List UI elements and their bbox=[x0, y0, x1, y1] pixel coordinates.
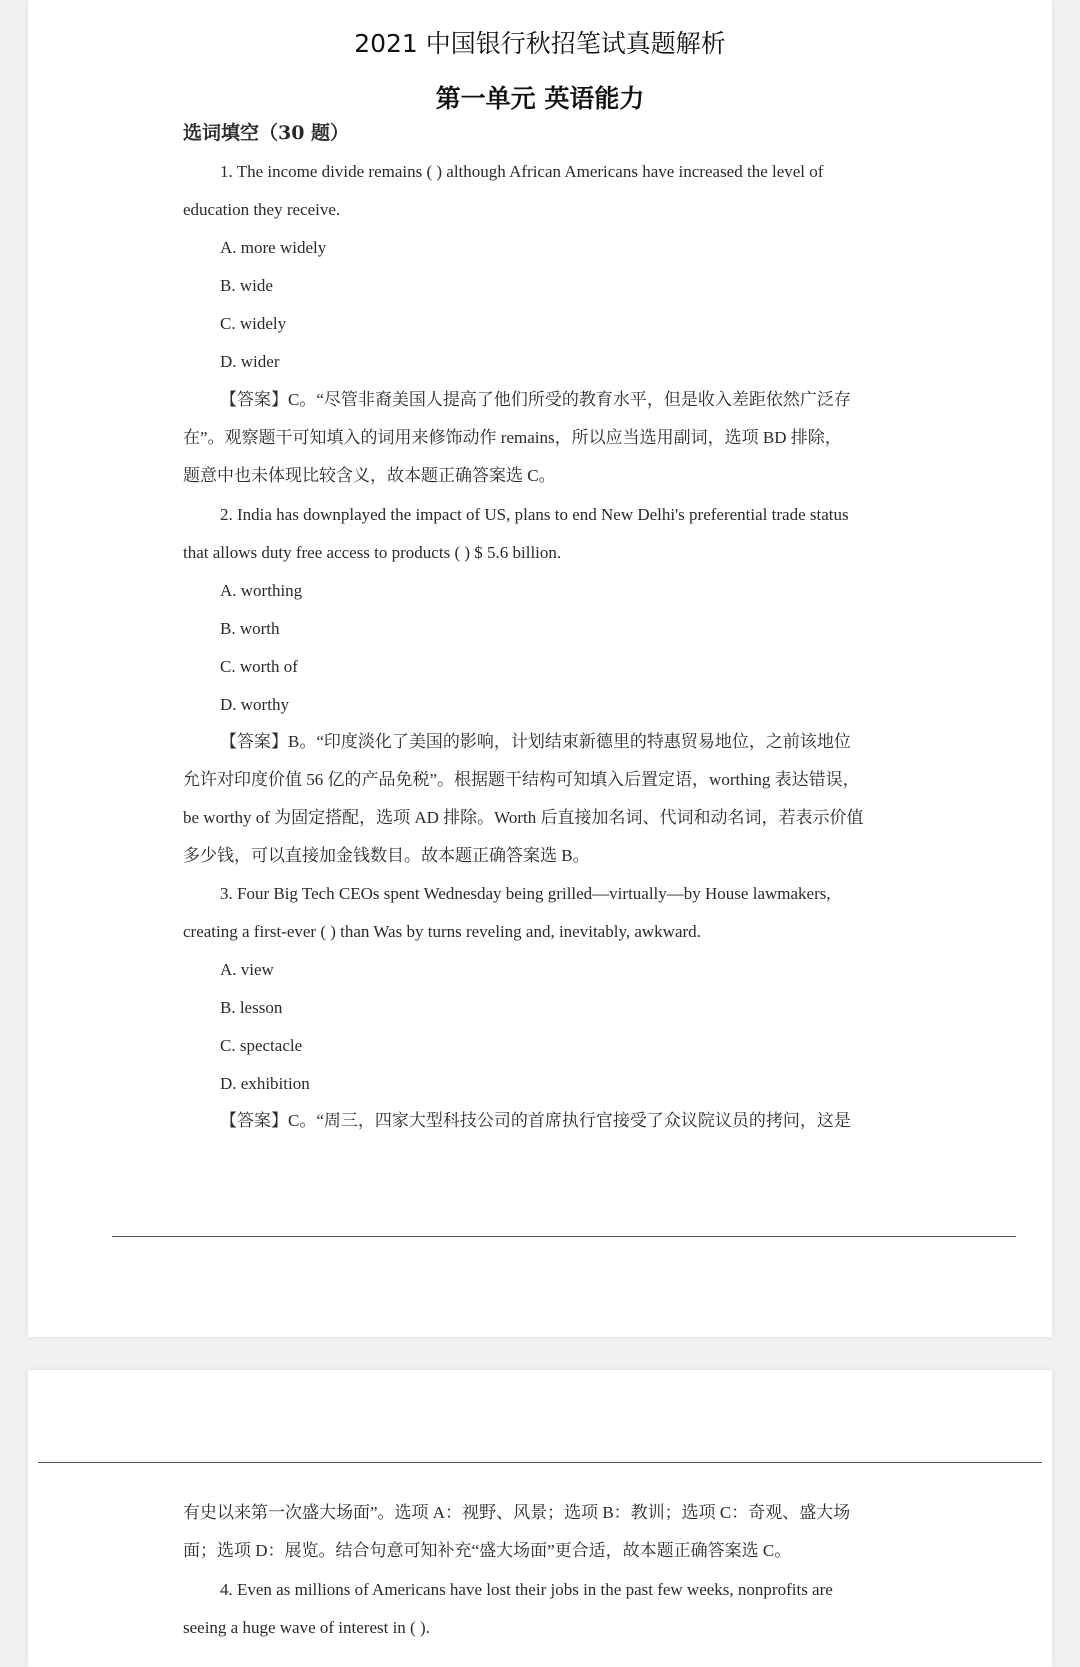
q3-stem-line-1: 3. Four Big Tech CEOs spent Wednesday being grilled—virtually—by House lawmakers, bbox=[220, 884, 831, 903]
q3-option-d: D. exhibition bbox=[220, 1074, 310, 1093]
q2-option-c: C. worth of bbox=[220, 657, 298, 676]
document-page-2 bbox=[28, 1370, 1052, 1667]
q1-option-c: C. widely bbox=[220, 314, 287, 333]
q2-answer-line-3: be worthy of 为固定搭配，选项 AD 排除。Worth 后直接加名词、代词和动名词，若表示价值 bbox=[183, 808, 864, 827]
q2-option-b: B. worth bbox=[220, 619, 280, 638]
q1-answer-line-1: 【答案】C。“尽管非裔美国人提高了他们所受的教育水平，但是收入差距依然广泛存 bbox=[220, 390, 851, 409]
q2-option-a: A. worthing bbox=[220, 581, 303, 600]
q3-option-b: B. lesson bbox=[220, 998, 283, 1017]
q1-stem-line-2: education they receive. bbox=[183, 200, 341, 219]
q1-answer-line-2: 在”。观察题干可知填入的词用来修饰动作 remains，所以应当选用副词，选项 BD 排除， bbox=[183, 428, 842, 447]
q3-answer-line-2: 有史以来第一次盛大场面”。选项 A：视野、风景；选项 B：教训；选项 C：奇观、盛大场 bbox=[183, 1503, 851, 1522]
q1-option-a: A. more widely bbox=[220, 238, 327, 257]
q3-option-a: A. view bbox=[220, 960, 274, 979]
q3-answer-line-3: 面；选项 D：展览。结合句意可知补充“盛大场面”更合适，故本题正确答案选 C。 bbox=[183, 1541, 792, 1560]
document-page-1 bbox=[28, 0, 1052, 1337]
q1-option-b: B. wide bbox=[220, 276, 273, 295]
section-heading: 选词填空（30 题） bbox=[183, 122, 350, 144]
q1-answer-line-3: 题意中也未体现比较含义，故本题正确答案选 C。 bbox=[183, 466, 556, 485]
q1-option-d: D. wider bbox=[220, 352, 280, 371]
unit-title: 第一单元 英语能力 bbox=[435, 84, 645, 113]
q2-option-d: D. worthy bbox=[220, 695, 289, 714]
q4-stem-line-1: 4. Even as millions of Americans have lost their jobs in the past few weeks, nonprofits are bbox=[220, 1580, 833, 1599]
q2-answer-line-2: 允许对印度价值 56 亿的产品免税”。根据题干结构可知填入后置定语，worthing 表达错误， bbox=[183, 770, 860, 789]
document-title: 2021 中国银行秋招笔试真题解析 bbox=[354, 29, 726, 58]
q3-stem-line-2: creating a first-ever ( ) than Was by turns reveling and, inevitably, awkward. bbox=[183, 922, 701, 941]
q2-stem-line-1: 2. India has downplayed the impact of US, plans to end New Delhi's preferential trade status bbox=[220, 505, 849, 524]
q4-stem-line-2: seeing a huge wave of interest in ( ). bbox=[183, 1618, 430, 1637]
q3-option-c: C. spectacle bbox=[220, 1036, 303, 1055]
footer-rule bbox=[112, 1236, 1016, 1237]
header-rule bbox=[38, 1462, 1042, 1463]
q2-stem-line-2: that allows duty free access to products ( ) $ 5.6 billion. bbox=[183, 543, 562, 562]
q3-answer-line-1: 【答案】C。“周三，四家大型科技公司的首席执行官接受了众议院议员的拷问，这是 bbox=[220, 1111, 851, 1130]
q2-answer-line-4: 多少钱，可以直接加金钱数目。故本题正确答案选 B。 bbox=[183, 846, 590, 865]
q2-answer-line-1: 【答案】B。“印度淡化了美国的影响，计划结束新德里的特惠贸易地位，之前该地位 bbox=[220, 732, 851, 751]
q1-stem-line-1: 1. The income divide remains ( ) although African Americans have increased the level of bbox=[220, 162, 824, 181]
